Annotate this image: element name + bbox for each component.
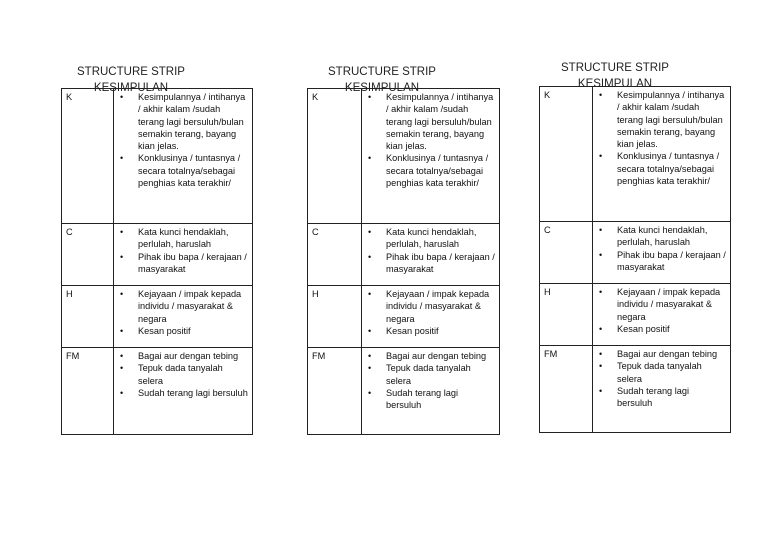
row-code: K <box>540 87 593 222</box>
list-item: • Pihak ibu bapa / kerajaan / masyarakat <box>138 251 248 276</box>
strip-table <box>539 86 731 433</box>
row-code: K <box>308 89 362 224</box>
strip-title-line2: KESIMPULAN <box>577 78 653 90</box>
list-item: • Tepuk dada tanyalah selera <box>138 362 248 387</box>
row-points <box>593 222 731 284</box>
table-row <box>540 284 731 346</box>
row-points <box>362 224 500 286</box>
strip-title-line2: KESIMPULAN <box>344 82 420 94</box>
list-item: • Kejayaan / impak kepada individu / masyarakat & negara <box>617 286 726 323</box>
table-row <box>308 286 500 348</box>
list-item: • Kesimpulannya / intihanya / akhir kalam /sudah terang lagi bersuluh/bulan semakin terang, bayang kian jelas. <box>138 91 248 152</box>
list-item: • Kesan positif <box>617 323 726 335</box>
list-item: • Kata kunci hendaklah, perlulah, haruslah <box>617 224 726 249</box>
strip-title-line2: KESIMPULAN <box>93 82 169 94</box>
row-code: FM <box>540 346 593 433</box>
strip-title-line1: STRUCTURE STRIP <box>561 62 669 74</box>
table-row <box>540 87 731 222</box>
list-item: • Kesimpulannya / intihanya / akhir kalam /sudah terang lagi bersuluh/bulan semakin terang, bayang kian jelas. <box>386 91 495 152</box>
row-points <box>114 224 253 286</box>
list-item: • Sudah terang lagi bersuluh <box>386 387 495 412</box>
row-points <box>362 348 500 435</box>
list-item: • Bagai aur dengan tebing <box>617 348 726 360</box>
row-points <box>114 286 253 348</box>
strip-table <box>61 88 253 435</box>
strip-table <box>307 88 500 435</box>
list-item: • Konklusinya / tuntasnya / secara totalnya/sebagai penghias kata terakhir/ <box>386 152 495 189</box>
strip-title-line1: STRUCTURE STRIP <box>77 66 185 78</box>
row-code: FM <box>308 348 362 435</box>
list-item: • Kejayaan / impak kepada individu / masyarakat & negara <box>138 288 248 325</box>
list-item: • Kejayaan / impak kepada individu / masyarakat & negara <box>386 288 495 325</box>
table-row <box>62 286 253 348</box>
list-item: • Sudah terang lagi bersuluh <box>617 385 726 410</box>
table-row <box>62 224 253 286</box>
list-item: • Kesimpulannya / intihanya / akhir kalam /sudah terang lagi bersuluh/bulan semakin terang, bayang kian jelas. <box>617 89 726 150</box>
table-row <box>308 224 500 286</box>
row-points <box>114 348 253 435</box>
row-points <box>362 286 500 348</box>
list-item: • Kesan positif <box>386 325 495 337</box>
table-row <box>540 222 731 284</box>
row-points <box>114 89 253 224</box>
list-item: • Konklusinya / tuntasnya / secara totalnya/sebagai penghias kata terakhir/ <box>617 150 726 187</box>
table-row <box>62 348 253 435</box>
list-item: • Pihak ibu bapa / kerajaan / masyarakat <box>617 249 726 274</box>
list-item: • Bagai aur dengan tebing <box>138 350 248 362</box>
row-code: H <box>308 286 362 348</box>
row-points <box>593 87 731 222</box>
list-item: • Kesan positif <box>138 325 248 337</box>
row-code: K <box>62 89 114 224</box>
list-item: • Konklusinya / tuntasnya / secara totalnya/sebagai penghias kata terakhir/ <box>138 152 248 189</box>
row-code: H <box>62 286 114 348</box>
row-points <box>593 346 731 433</box>
row-code: FM <box>62 348 114 435</box>
list-item: • Pihak ibu bapa / kerajaan / masyarakat <box>386 251 495 276</box>
list-item: • Kata kunci hendaklah, perlulah, haruslah <box>138 226 248 251</box>
row-code: C <box>540 222 593 284</box>
list-item: • Tepuk dada tanyalah selera <box>386 362 495 387</box>
row-code: C <box>308 224 362 286</box>
list-item: • Kata kunci hendaklah, perlulah, haruslah <box>386 226 495 251</box>
list-item: • Bagai aur dengan tebing <box>386 350 495 362</box>
table-row <box>540 346 731 433</box>
table-row <box>308 89 500 224</box>
row-points <box>362 89 500 224</box>
row-code: H <box>540 284 593 346</box>
list-item: • Tepuk dada tanyalah selera <box>617 360 726 385</box>
table-row <box>62 89 253 224</box>
strip-title-line1: STRUCTURE STRIP <box>328 66 436 78</box>
table-row <box>308 348 500 435</box>
list-item: • Sudah terang lagi bersuluh <box>138 387 248 399</box>
row-code: C <box>62 224 114 286</box>
row-points <box>593 284 731 346</box>
